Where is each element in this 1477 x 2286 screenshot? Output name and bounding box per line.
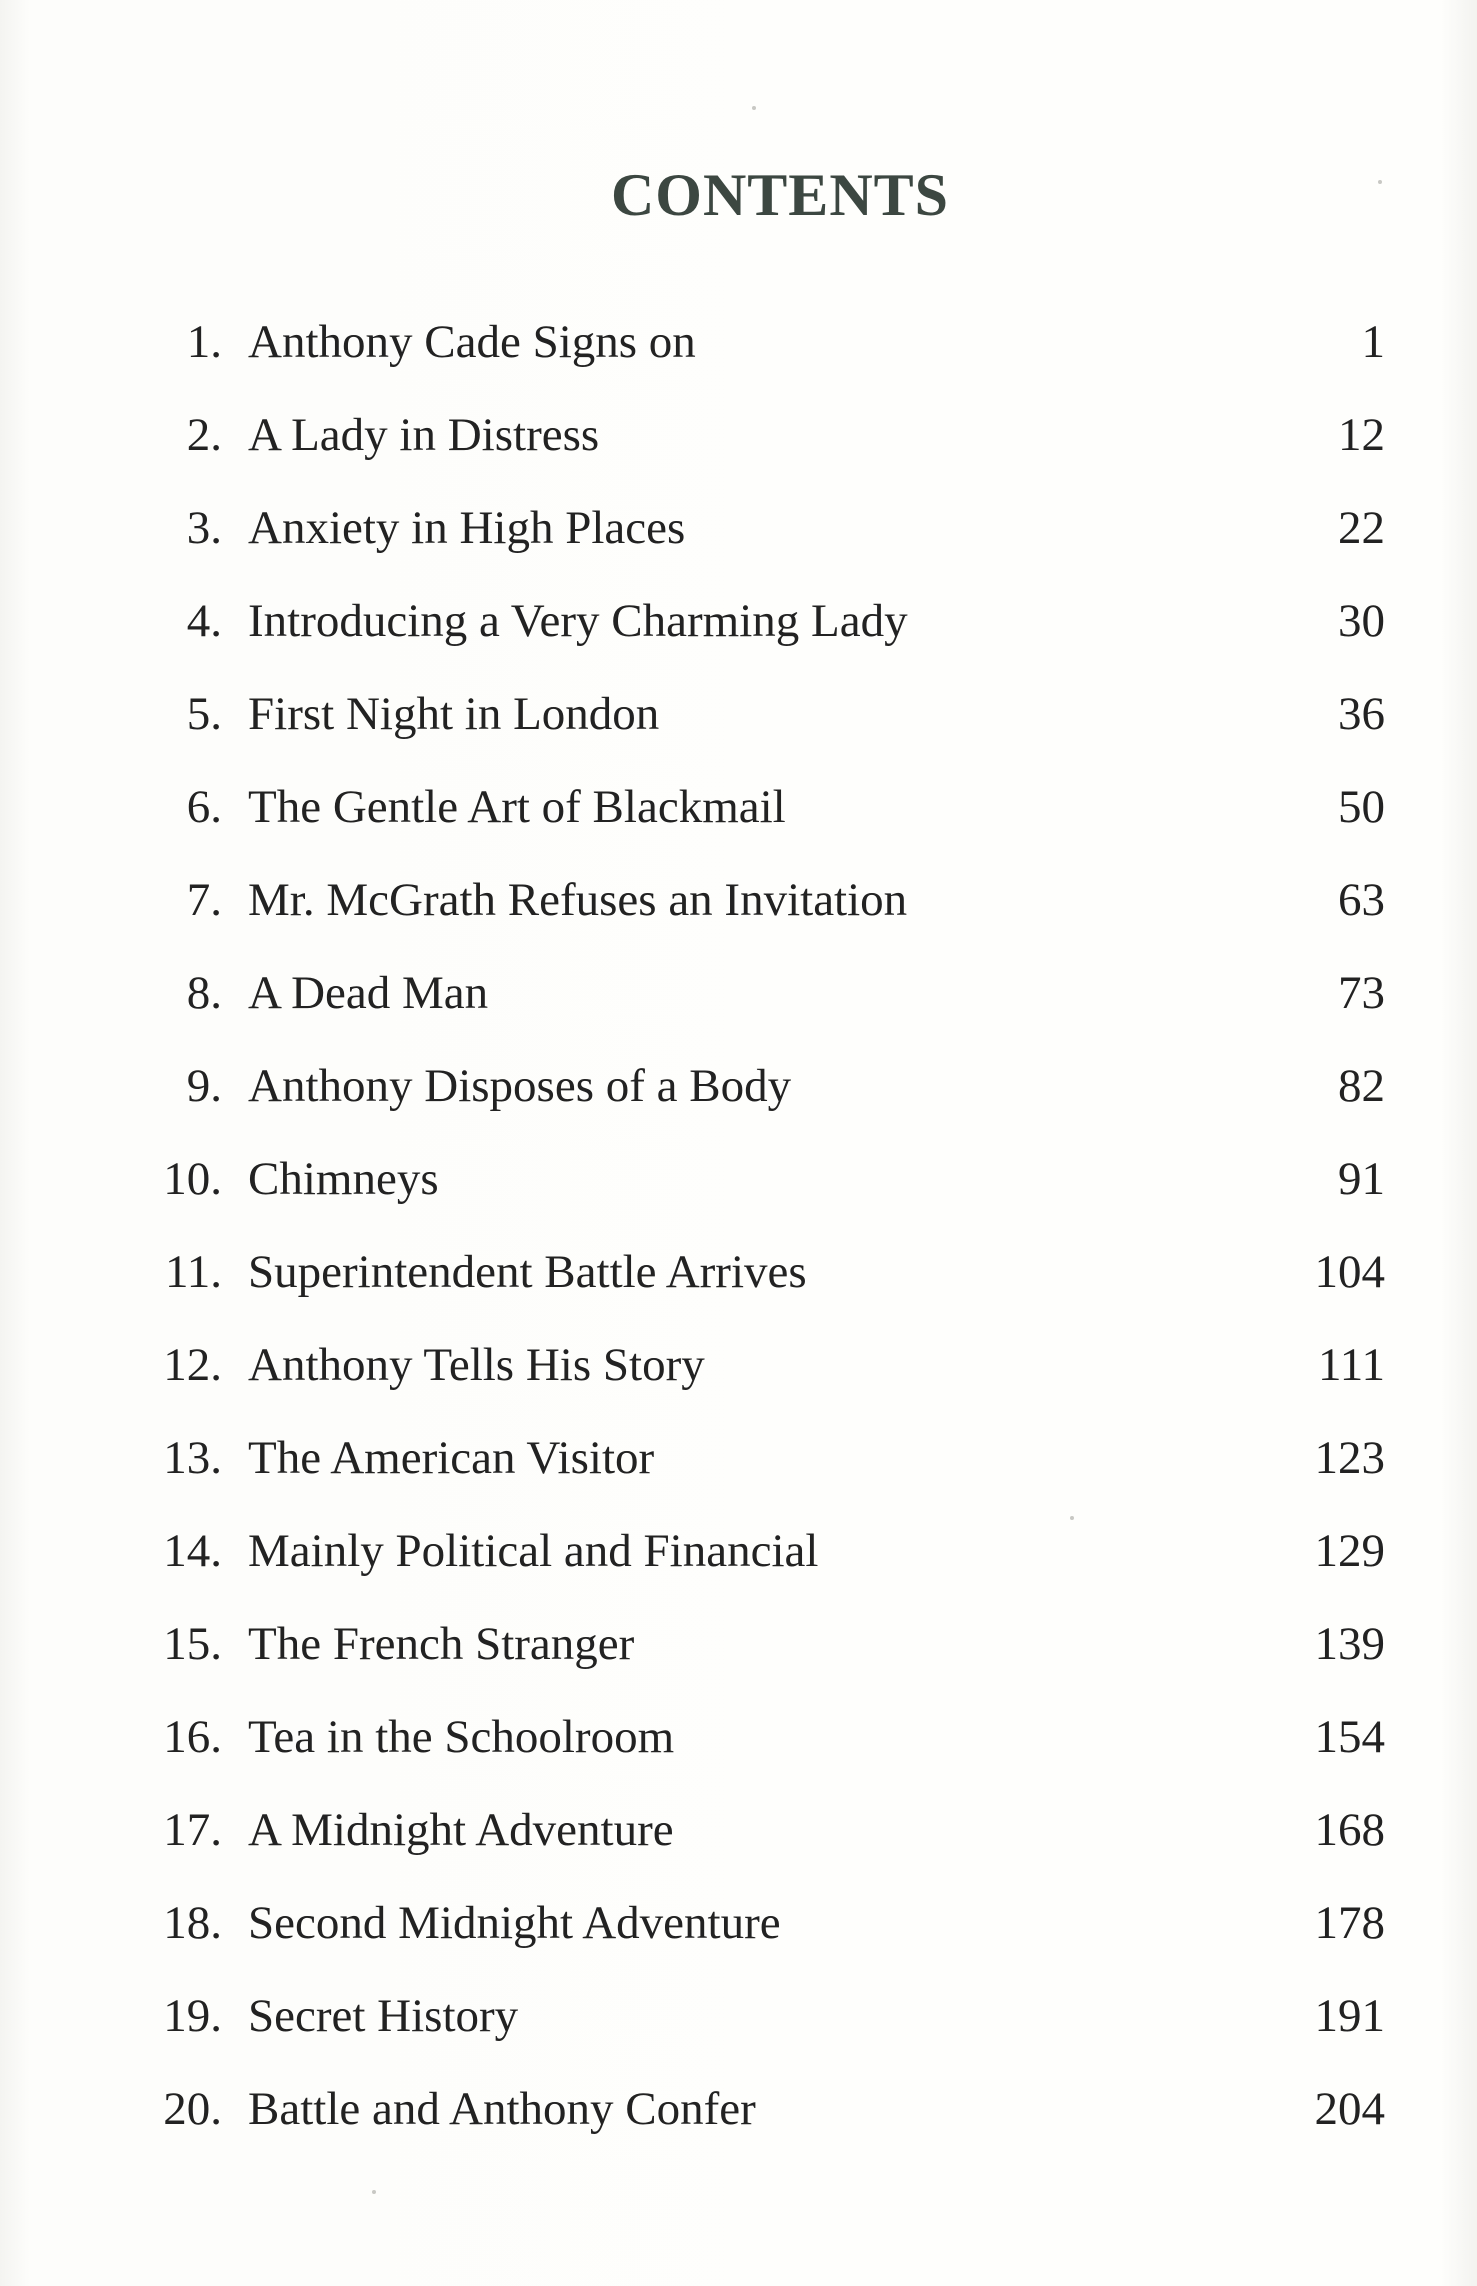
- toc-entry: [0, 854, 1477, 947]
- page-number: 12: [1338, 409, 1385, 461]
- chapter-title: Tea in the Schoolroom: [248, 1711, 675, 1763]
- chapter-number: 1.: [186, 316, 222, 368]
- chapter-title: A Dead Man: [248, 967, 489, 1019]
- toc-entry: [0, 1040, 1477, 1133]
- chapter-number: 16.: [163, 1711, 222, 1763]
- chapter-title: Anthony Cade Signs on: [248, 316, 696, 368]
- toc-entry: [0, 1133, 1477, 1226]
- toc-entry: [0, 1970, 1477, 2063]
- page-number: 22: [1338, 502, 1385, 554]
- page-number: 204: [1314, 2083, 1385, 2135]
- chapter-title: Mr. McGrath Refuses an Invitation: [248, 874, 908, 926]
- page-number: 129: [1314, 1525, 1385, 1577]
- chapter-title: Superintendent Battle Arrives: [248, 1246, 807, 1298]
- page-number: 168: [1314, 1804, 1385, 1856]
- chapter-number: 10.: [163, 1153, 222, 1205]
- chapter-number: 9.: [186, 1060, 222, 1112]
- chapter-number: 4.: [186, 595, 222, 647]
- page-number: 1: [1361, 316, 1385, 368]
- chapter-title: Second Midnight Adventure: [248, 1897, 781, 1949]
- contents-heading: CONTENTS: [610, 162, 950, 228]
- chapter-title: Anxiety in High Places: [248, 502, 686, 554]
- page-number: 123: [1314, 1432, 1385, 1484]
- chapter-number: 7.: [186, 874, 222, 926]
- page-number: 82: [1338, 1060, 1385, 1112]
- chapter-number: 17.: [163, 1804, 222, 1856]
- chapter-number: 2.: [186, 409, 222, 461]
- toc-entry: [0, 1412, 1477, 1505]
- toc-entry: [0, 1784, 1477, 1877]
- chapter-title: A Lady in Distress: [248, 409, 600, 461]
- chapter-title: A Midnight Adventure: [248, 1804, 674, 1856]
- toc-entry: [0, 296, 1477, 389]
- paper-speck: [752, 106, 756, 110]
- toc-entry: [0, 389, 1477, 482]
- chapter-number: 5.: [186, 688, 222, 740]
- chapter-title: The French Stranger: [248, 1618, 635, 1670]
- page-number: 30: [1338, 595, 1385, 647]
- chapter-title: Battle and Anthony Confer: [248, 2083, 756, 2135]
- chapter-number: 20.: [163, 2083, 222, 2135]
- chapter-number: 19.: [163, 1990, 222, 2042]
- chapter-title: Introducing a Very Charming Lady: [248, 595, 908, 647]
- chapter-title: Chimneys: [248, 1153, 439, 1205]
- chapter-number: 13.: [163, 1432, 222, 1484]
- toc-entry: [0, 2063, 1477, 2156]
- toc-entry: [0, 947, 1477, 1040]
- page-number: 50: [1338, 781, 1385, 833]
- page-number: 178: [1314, 1897, 1385, 1949]
- page-number: 154: [1314, 1711, 1385, 1763]
- paper-speck: [372, 2190, 376, 2194]
- toc-entry: [0, 1598, 1477, 1691]
- toc-entry: [0, 1691, 1477, 1784]
- toc-entry: [0, 761, 1477, 854]
- chapter-title: The American Visitor: [248, 1432, 655, 1484]
- chapter-number: 14.: [163, 1525, 222, 1577]
- chapter-title: Secret History: [248, 1990, 519, 2042]
- page-number: 36: [1338, 688, 1385, 740]
- page-number: 63: [1338, 874, 1385, 926]
- toc-entry: [0, 1319, 1477, 1412]
- page-number: 111: [1317, 1339, 1385, 1391]
- chapter-number: 11.: [164, 1246, 222, 1298]
- page-number: 73: [1338, 967, 1385, 1019]
- page-number: 191: [1314, 1990, 1385, 2042]
- page-number: 139: [1314, 1618, 1385, 1670]
- page-number: 104: [1314, 1246, 1385, 1298]
- chapter-title: Anthony Disposes of a Body: [248, 1060, 792, 1112]
- chapter-number: 12.: [163, 1339, 222, 1391]
- toc-entry: [0, 575, 1477, 668]
- toc-entry: [0, 1226, 1477, 1319]
- chapter-number: 8.: [186, 967, 222, 1019]
- page-number: 91: [1338, 1153, 1385, 1205]
- chapter-number: 3.: [186, 502, 222, 554]
- chapter-title: The Gentle Art of Blackmail: [248, 781, 786, 833]
- toc-entry: [0, 1505, 1477, 1598]
- toc-entry: [0, 668, 1477, 761]
- toc-entry: [0, 482, 1477, 575]
- chapter-number: 6.: [186, 781, 222, 833]
- chapter-number: 15.: [163, 1618, 222, 1670]
- chapter-number: 18.: [163, 1897, 222, 1949]
- chapter-title: Anthony Tells His Story: [248, 1339, 705, 1391]
- chapter-title: Mainly Political and Financial: [248, 1525, 819, 1577]
- toc-entry: [0, 1877, 1477, 1970]
- chapter-title: First Night in London: [248, 688, 660, 740]
